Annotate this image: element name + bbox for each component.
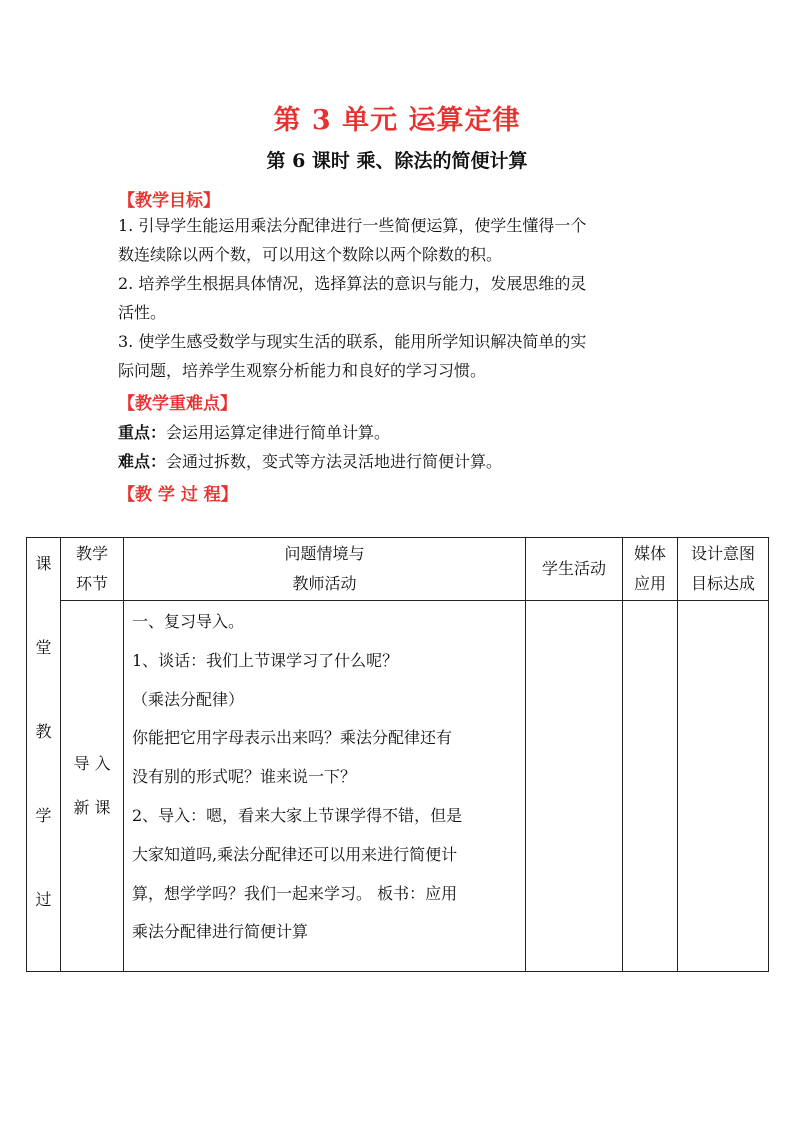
stage-line-2: 新 课 bbox=[73, 798, 111, 817]
activity-line: 没有别的形式呢？谁来说一下？ bbox=[132, 767, 357, 787]
objective-item-2 bbox=[118, 269, 678, 327]
activity-line: 1、谈话：我们上节课学习了什么呢？ bbox=[132, 650, 399, 670]
difficulty-label: 难点： bbox=[118, 452, 167, 471]
header-design-line-1: 设计意图 bbox=[690, 544, 755, 563]
objective-1-line-1: 1. 引导学生能运用乘法分配律进行一些简便运算，使学生懂得一个 bbox=[118, 216, 587, 235]
activity-line: 2、导入：嗯，看来大家上节课学得不错，但是 bbox=[132, 805, 463, 825]
header-stage-line-2: 环节 bbox=[75, 574, 108, 593]
focus-text: 会运用运算定律进行简单计算。 bbox=[166, 423, 391, 442]
objective-item-3 bbox=[118, 327, 678, 385]
header-media-line-2: 应用 bbox=[633, 574, 666, 593]
difficulty-line bbox=[118, 449, 502, 472]
table-row bbox=[27, 601, 769, 972]
objective-1-line-2: 数连续除以两个数，可以用这个数除以两个除数的积。 bbox=[118, 245, 503, 264]
activity-line: 一、复习导入。 bbox=[132, 612, 245, 631]
vertical-label-cell bbox=[27, 538, 61, 972]
header-teacher bbox=[124, 538, 526, 601]
stage-line-1: 导 入 bbox=[73, 754, 111, 773]
activity-line: （乘法分配律） bbox=[132, 689, 245, 709]
lesson-process-table bbox=[26, 537, 769, 972]
header-teacher-line-2: 教师活动 bbox=[292, 574, 357, 593]
table-header-row bbox=[27, 538, 769, 601]
activity-line: 乘法分配律进行简便计算 bbox=[132, 922, 309, 942]
design-intent-cell bbox=[678, 601, 769, 972]
header-stage-line-1: 教学 bbox=[75, 544, 108, 563]
vertical-char: 过 bbox=[35, 890, 52, 909]
activity-line: 你能把它用字母表示出来吗？乘法分配律还有 bbox=[132, 728, 453, 748]
header-student: 学生活动 bbox=[526, 538, 623, 601]
header-media bbox=[623, 538, 678, 601]
header-design-line-2: 目标达成 bbox=[690, 574, 755, 593]
key-points-heading: 【教学重难点】 bbox=[118, 394, 237, 414]
header-media-line-1: 媒体 bbox=[633, 544, 666, 563]
vertical-char: 课 bbox=[35, 554, 52, 573]
header-teacher-line-1: 问题情境与 bbox=[284, 544, 365, 563]
objective-3-line-2: 际问题，培养学生观察分析能力和良好的学习习惯。 bbox=[118, 361, 487, 380]
vertical-char: 教 bbox=[35, 722, 52, 741]
process-heading: 【教 学 过 程】 bbox=[118, 485, 238, 505]
vertical-char: 学 bbox=[35, 806, 52, 825]
difficulty-text: 会通过拆数，变式等方法灵活地进行简便计算。 bbox=[166, 452, 503, 471]
activity-line: 算，想学学吗？我们一起来学习。 板书：应用 bbox=[132, 883, 458, 903]
header-design bbox=[678, 538, 769, 601]
objective-item-1 bbox=[118, 211, 678, 269]
objective-3-line-1: 3. 使学生感受数学与现实生活的联系，能用所学知识解决简单的实 bbox=[118, 332, 587, 351]
stage-cell bbox=[61, 601, 124, 972]
objectives-heading: 【教学目标】 bbox=[118, 191, 220, 211]
teacher-activity-cell bbox=[124, 601, 526, 972]
lesson-subtitle: 第 6 课时 乘、除法的简便计算 bbox=[266, 150, 528, 172]
objective-2-line-1: 2. 培养学生根据具体情况，选择算法的意识与能力，发展思维的灵 bbox=[118, 274, 587, 293]
focus-label: 重点： bbox=[118, 423, 167, 442]
student-activity-cell bbox=[526, 601, 623, 972]
activity-line: 大家知道吗,乘法分配律还可以用来进行简便计 bbox=[132, 844, 458, 864]
media-cell bbox=[623, 601, 678, 972]
header-stage bbox=[61, 538, 124, 601]
focus-line bbox=[118, 420, 390, 443]
objective-2-line-2: 活性。 bbox=[118, 303, 167, 322]
unit-title: 第 3 单元 运算定律 bbox=[273, 105, 521, 136]
vertical-char: 堂 bbox=[35, 638, 52, 657]
